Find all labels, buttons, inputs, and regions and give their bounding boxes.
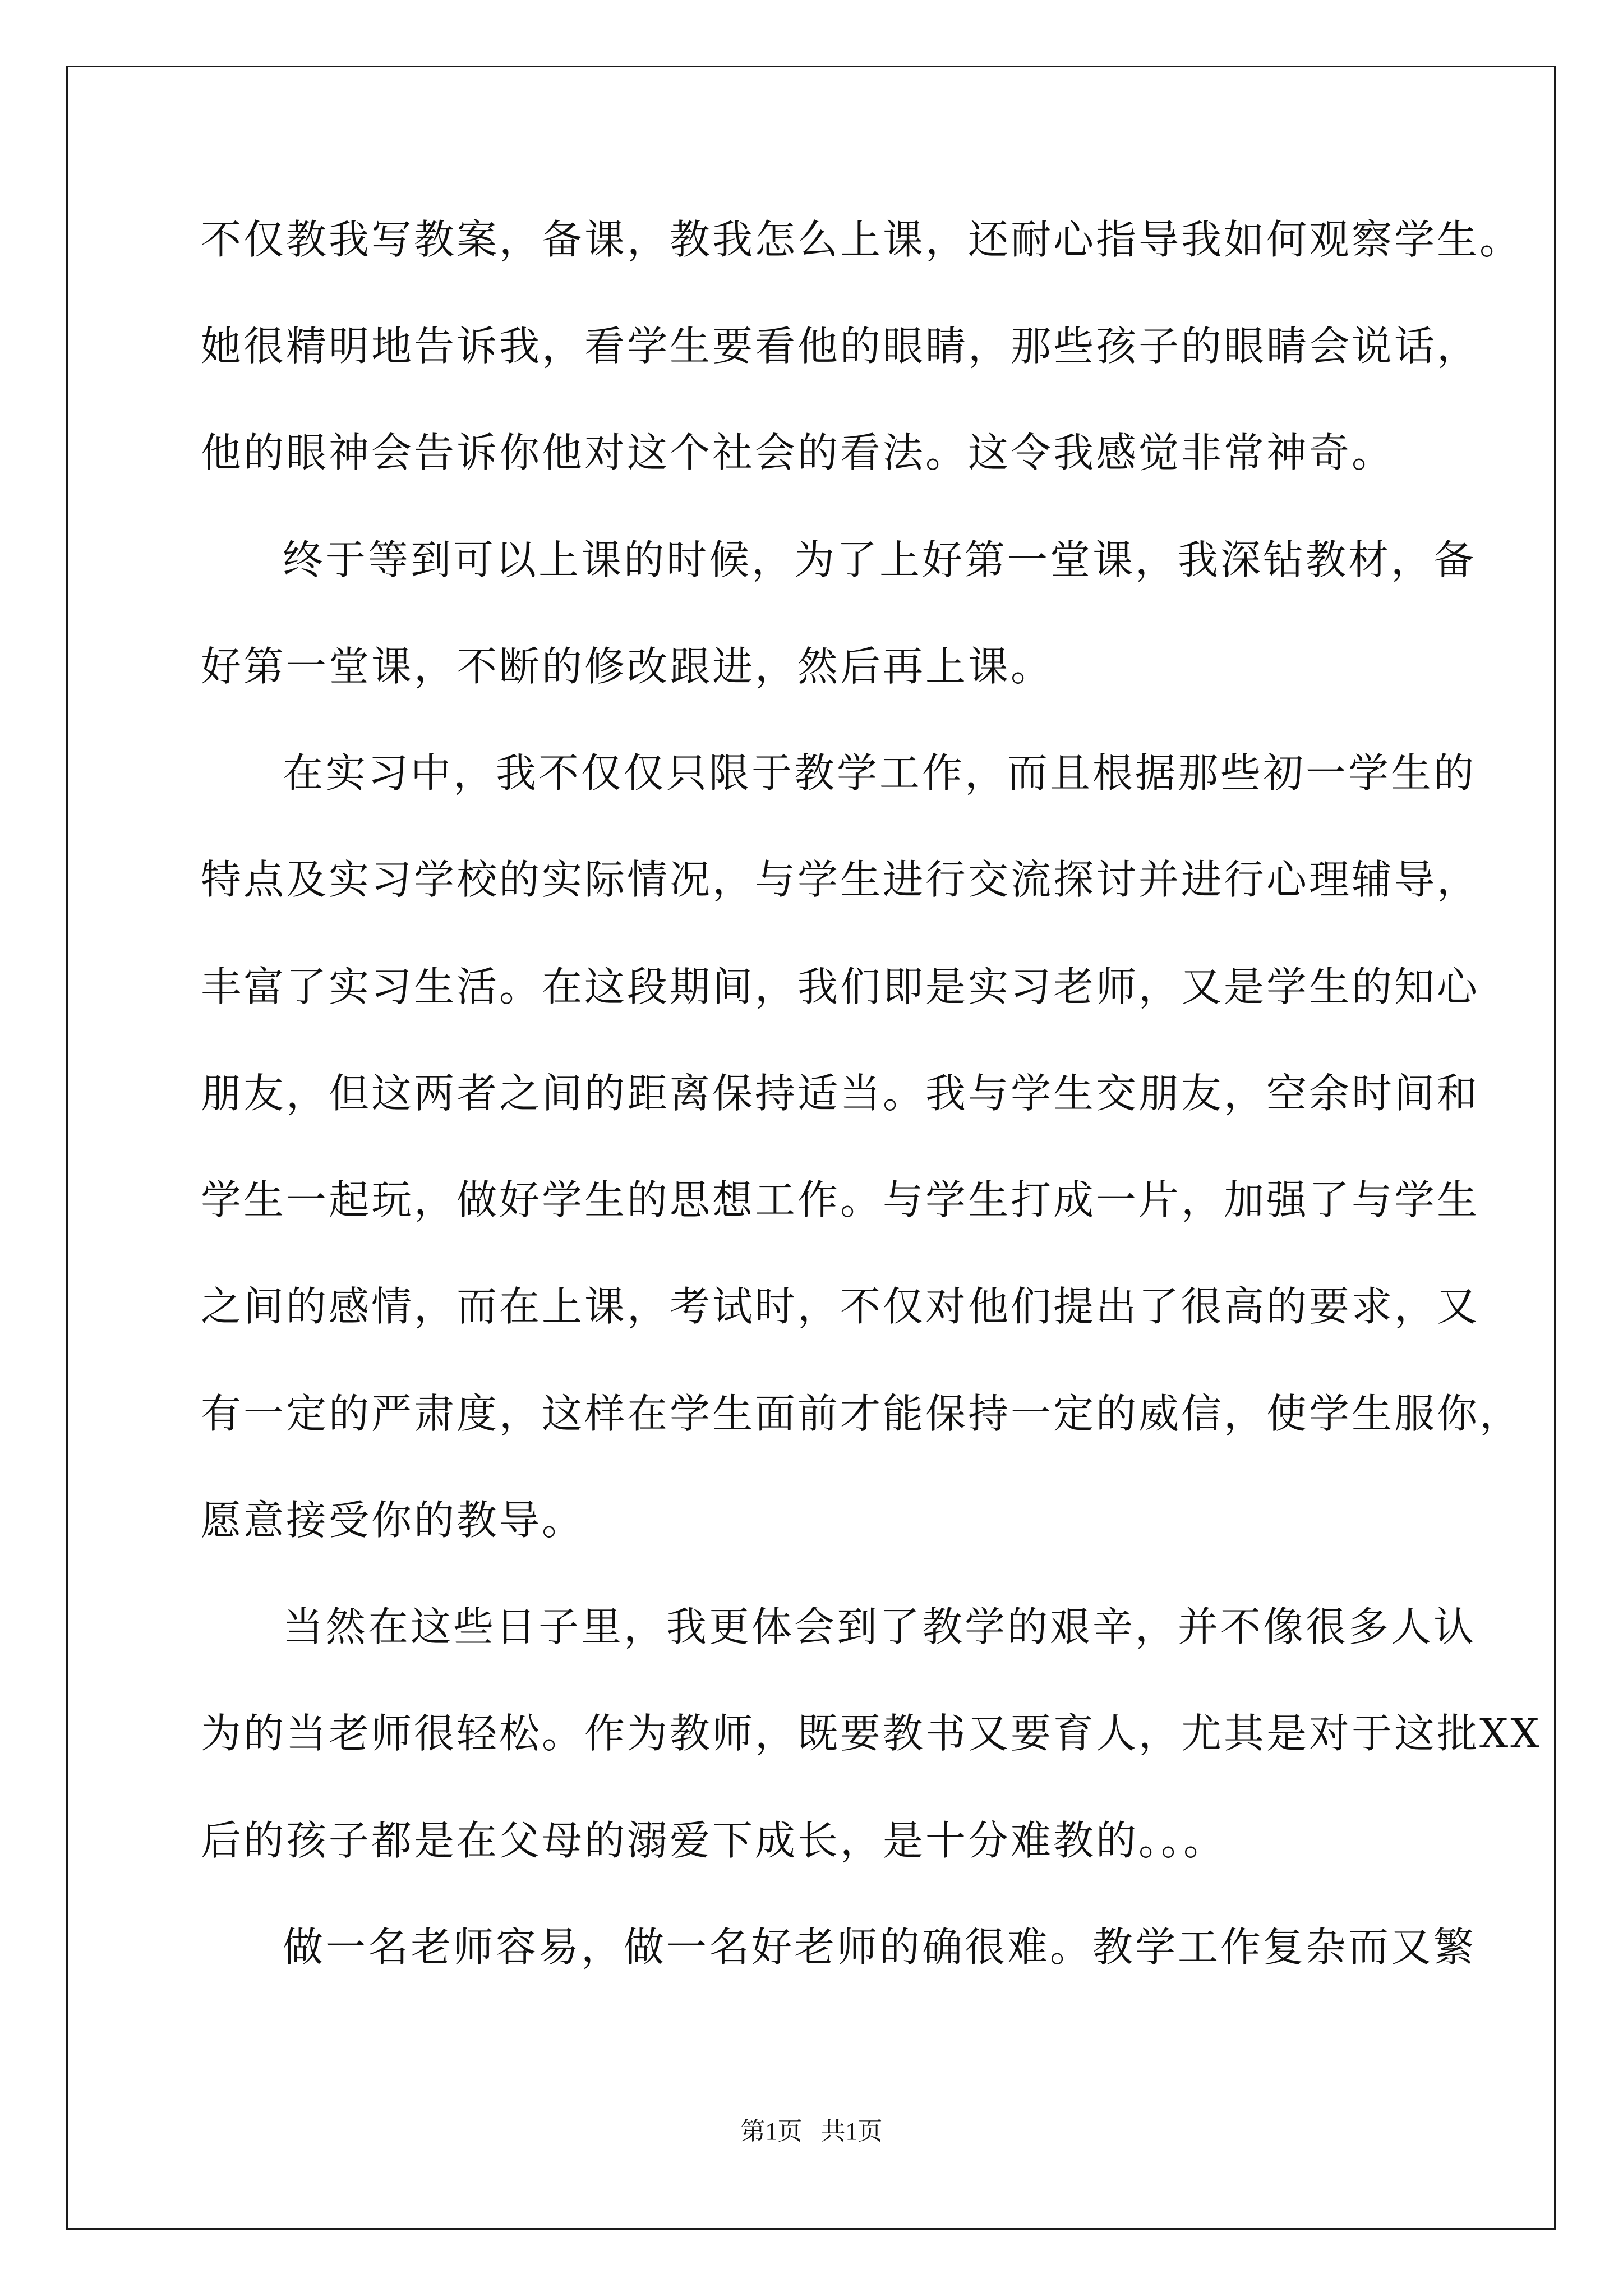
page-border bbox=[66, 66, 1556, 2230]
text-line: 之间的感情，而在上课，考试时，不仅对他们提出了很高的要求，又 bbox=[201, 1283, 1480, 1330]
text-line: 丰富了实习生活。在这段期间，我们即是实习老师，又是学生的知心 bbox=[201, 963, 1480, 1010]
text-line: 她很精明地告诉我，看学生要看他的眼睛，那些孩子的眼睛会说话， bbox=[201, 323, 1480, 370]
text-line: 为的当老师很轻松。作为教师，既要教书又要育人，尤其是对于这批XX bbox=[201, 1710, 1542, 1757]
text-line: 他的眼神会告诉你他对这个社会的看法。这令我感觉非常神奇。 bbox=[201, 429, 1395, 476]
paragraph-first-line: 终于等到可以上课的时候，为了上好第一堂课，我深钻教材，备 bbox=[283, 536, 1477, 583]
text-line: 愿意接受你的教导。 bbox=[201, 1497, 585, 1544]
text-line: 特点及实习学校的实际情况，与学生进行交流探讨并进行心理辅导， bbox=[201, 856, 1480, 903]
paragraph-first-line: 当然在这些日子里，我更体会到了教学的艰辛，并不像很多人认 bbox=[283, 1603, 1477, 1650]
text-line: 朋友，但这两者之间的距离保持适当。我与学生交朋友，空余时间和 bbox=[201, 1070, 1480, 1117]
text-line: 后的孩子都是在父母的溺爱下成长，是十分难教的。。。 bbox=[201, 1817, 1227, 1864]
paragraph-first-line: 做一名老师容易，做一名好老师的确很难。教学工作复杂而又繁 bbox=[283, 1924, 1477, 1971]
paragraph-first-line: 在实习中，我不仅仅只限于教学工作，而且根据那些初一学生的 bbox=[283, 749, 1477, 797]
page-footer: 第1页 共1页 bbox=[740, 2118, 883, 2145]
text-line: 好第一堂课，不断的修改跟进，然后再上课。 bbox=[201, 643, 1054, 690]
text-line: 学生一起玩，做好学生的思想工作。与学生打成一片，加强了与学生 bbox=[201, 1176, 1480, 1223]
text-line: 不仅教我写教案，备课，教我怎么上课，还耐心指导我如何观察学生。 bbox=[201, 216, 1523, 263]
text-line: 有一定的严肃度，这样在学生面前才能保持一定的威信，使学生服你， bbox=[201, 1390, 1523, 1437]
